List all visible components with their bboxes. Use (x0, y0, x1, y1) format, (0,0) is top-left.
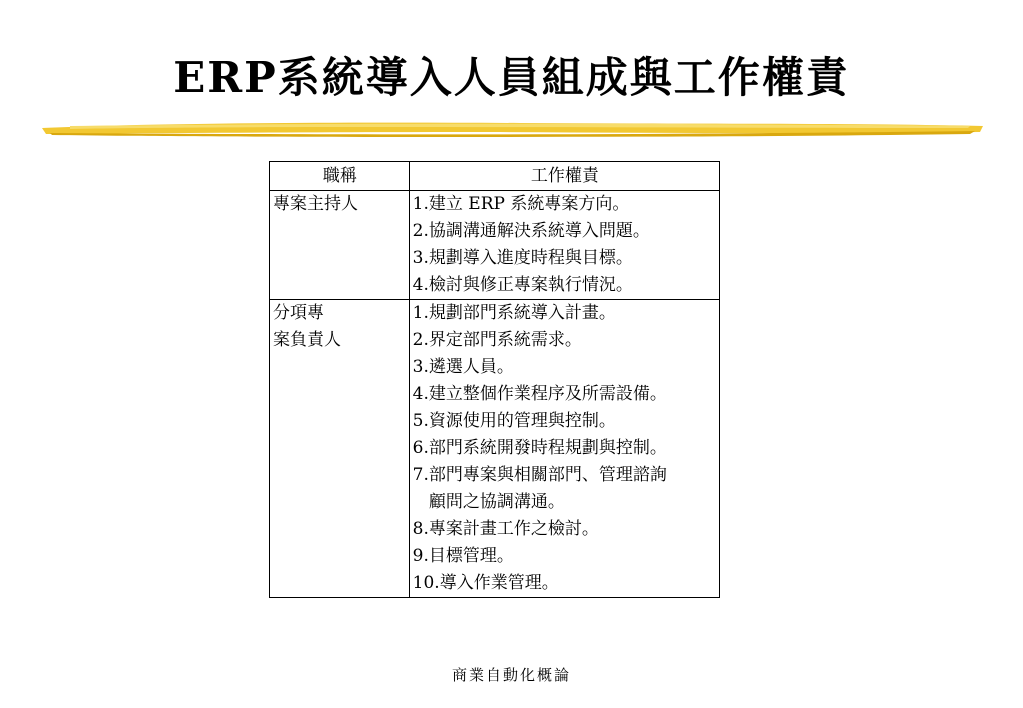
duty-number: 2. (412, 330, 429, 350)
duty-number: 9. (412, 546, 429, 566)
duty-item (413, 218, 717, 245)
duty-text: 規劃部門系統導入計畫。 (428, 303, 616, 323)
duty-item (413, 300, 717, 327)
table-row (270, 191, 720, 300)
duty-item (413, 462, 717, 516)
duty-number: 7. (412, 465, 429, 485)
duty-item (413, 245, 717, 272)
duty-number: 8. (412, 519, 429, 539)
duty-item (413, 327, 717, 354)
table-row (270, 300, 720, 598)
duty-text: 規劃導入進度時程與目標。 (428, 248, 633, 268)
duty-item (413, 191, 717, 218)
duty-text: 遴選人員。 (428, 357, 514, 377)
slide-title: ERP系統導入人員組成與工作權責 (173, 53, 850, 102)
footer-course-name: 商業自動化概論 (451, 666, 571, 684)
header-responsibilities: 工作權責 (409, 162, 719, 191)
role-cell (270, 191, 410, 300)
duty-text: 建立整個作業程序及所需設備。 (428, 384, 667, 404)
duty-text: 部門系統開發時程規劃與控制。 (428, 438, 667, 458)
duty-item (413, 354, 717, 381)
header-role: 職稱 (270, 162, 410, 191)
duty-item (413, 408, 717, 435)
duty-text: 界定部門系統需求。 (428, 330, 582, 350)
duty-item (413, 381, 717, 408)
duty-number: 6. (412, 438, 429, 458)
duty-text: 資源使用的管理與控制。 (428, 411, 616, 431)
duty-item (413, 435, 717, 462)
duty-text: 建立 ERP 系統專案方向。 (428, 194, 630, 214)
role-name: 分項專 案負責人 (273, 303, 341, 350)
role-cell (270, 300, 410, 598)
duty-text: 部門專案與相關部門、管理諮詢 顧問之協調溝通。 (428, 465, 667, 512)
duty-number: 5. (412, 411, 429, 431)
title-underline-brush (40, 114, 985, 144)
duty-text: 目標管理。 (428, 546, 514, 566)
duty-number: 1. (412, 303, 429, 323)
duty-number: 1. (412, 194, 429, 214)
duty-number: 4. (412, 275, 429, 295)
duty-text: 導入作業管理。 (439, 573, 559, 593)
table-header-row (270, 162, 720, 191)
role-name: 專案主持人 (273, 194, 358, 214)
duties-cell (409, 191, 719, 300)
duty-item (413, 570, 717, 597)
duty-number: 2. (412, 221, 429, 241)
duty-number: 4. (412, 384, 429, 404)
duties-cell (409, 300, 719, 598)
duty-number: 3. (412, 357, 429, 377)
duty-text: 檢討與修正專案執行情況。 (428, 275, 633, 295)
duty-item (413, 543, 717, 570)
duty-number: 10. (412, 573, 440, 593)
roles-responsibilities-table (269, 161, 720, 598)
duty-text: 專案計畫工作之檢討。 (428, 519, 599, 539)
duty-item (413, 272, 717, 299)
duty-item (413, 516, 717, 543)
duty-number: 3. (412, 248, 429, 268)
duty-text: 協調溝通解決系統導入問題。 (428, 221, 650, 241)
